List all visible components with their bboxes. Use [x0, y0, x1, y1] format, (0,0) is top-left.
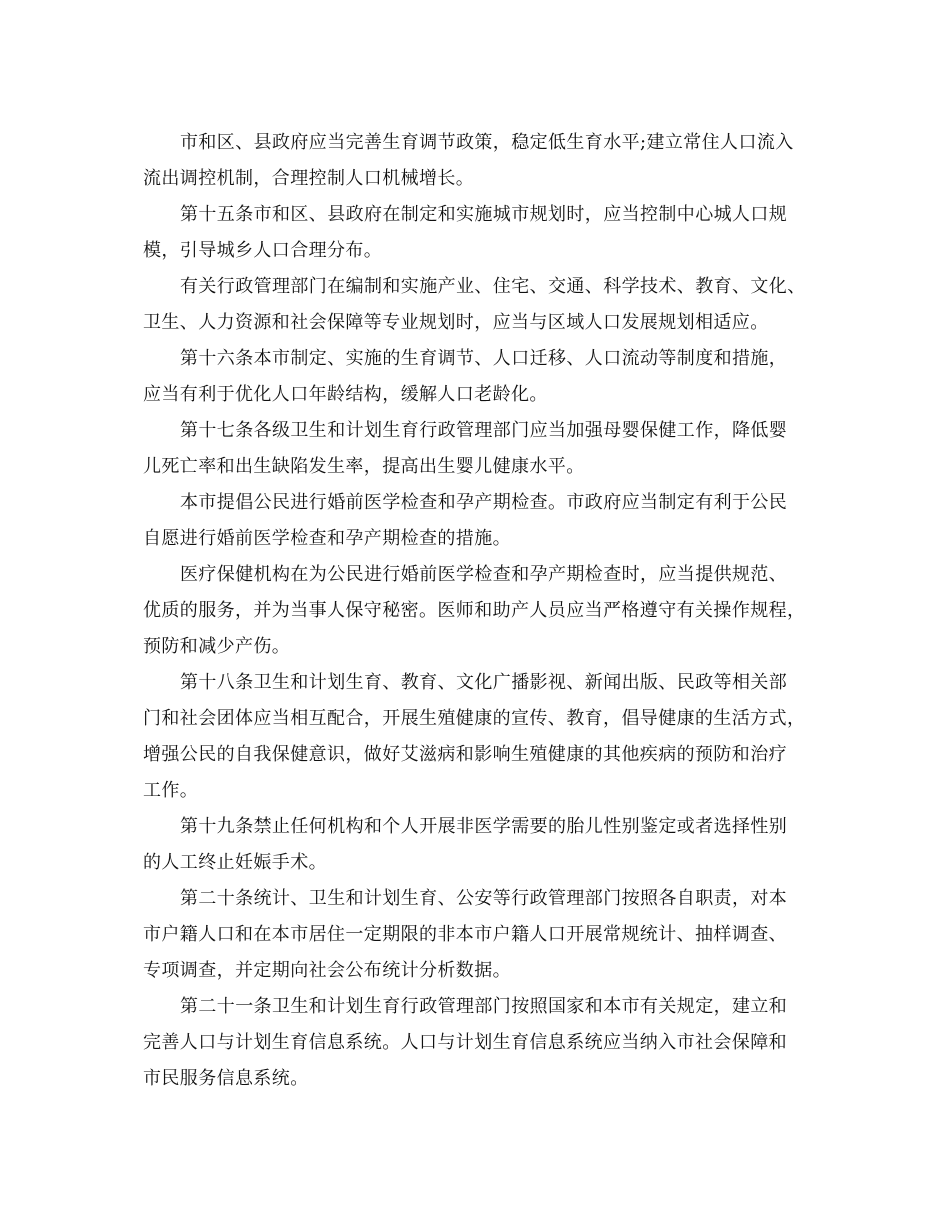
paragraph-1 — [143, 125, 808, 197]
paragraph-11 — [143, 989, 808, 1097]
paragraph-line: 专项调查，并定期向社会公布统计分析数据。 — [143, 960, 511, 981]
paragraph-line: 完善人口与计划生育信息系统。人口与计划生育信息系统应当纳入市社会保障和 — [143, 1032, 787, 1053]
paragraph-line: 有关行政管理部门在编制和实施产业、住宅、交通、科学技术、教育、文化、 — [180, 276, 806, 297]
paragraph-3 — [143, 269, 808, 341]
paragraph-6 — [143, 485, 808, 557]
paragraph-line: 儿死亡率和出生缺陷发生率，提高出生婴儿健康水平。 — [143, 456, 585, 477]
paragraph-10 — [143, 881, 808, 989]
paragraph-line: 第十七条各级卫生和计划生育行政管理部门应当加强母婴保健工作，降低婴 — [180, 420, 788, 441]
paragraph-line: 门和社会团体应当相互配合，开展生殖健康的宣传、教育，倡导健康的生活方式， — [143, 708, 806, 729]
paragraph-line: 市户籍人口和在本市居住一定期限的非本市户籍人口开展常规统计、抽样调查、 — [143, 924, 787, 945]
paragraph-line: 医疗保健机构在为公民进行婚前医学检查和孕产期检查时，应当提供规范、 — [180, 564, 788, 585]
paragraph-line: 增强公民的自我保健意识，做好艾滋病和影响生殖健康的其他疾病的预防和治疗 — [143, 744, 787, 765]
paragraph-line: 第十六条本市制定、实施的生育调节、人口迁移、人口流动等制度和措施， — [180, 348, 788, 369]
paragraph-8 — [143, 665, 808, 809]
paragraph-7 — [143, 557, 808, 665]
paragraph-line: 市民服务信息系统。 — [143, 1068, 309, 1089]
paragraph-5 — [143, 413, 808, 485]
paragraph-line: 本市提倡公民进行婚前医学检查和孕产期检查。市政府应当制定有利于公民 — [180, 492, 788, 513]
paragraph-line: 的人工终止妊娠手术。 — [143, 852, 327, 873]
paragraph-4 — [143, 341, 808, 413]
paragraph-line: 模，引导城乡人口合理分布。 — [143, 240, 383, 261]
paragraph-line: 第二十条统计、卫生和计划生育、公安等行政管理部门按照各自职责，对本 — [180, 888, 788, 909]
paragraph-line: 第十五条市和区、县政府在制定和实施城市规划时，应当控制中心城人口规 — [180, 204, 788, 225]
paragraph-line: 自愿进行婚前医学检查和孕产期检查的措施。 — [143, 528, 511, 549]
paragraph-line: 预防和减少产伤。 — [143, 636, 291, 657]
paragraph-line: 市和区、县政府应当完善生育调节政策，稳定低生育水平;建立常住人口流入 — [180, 132, 794, 153]
paragraph-line: 应当有利于优化人口年龄结构，缓解人口老龄化。 — [143, 384, 548, 405]
paragraph-2 — [143, 197, 808, 269]
paragraph-line: 流出调控机制，合理控制人口机械增长。 — [143, 168, 475, 189]
paragraph-line: 工作。 — [143, 780, 199, 801]
paragraph-line: 优质的服务，并为当事人保守秘密。医师和助产人员应当严格遵守有关操作规程， — [143, 600, 806, 621]
paragraph-9 — [143, 809, 808, 881]
document-body — [143, 125, 808, 1097]
paragraph-line: 卫生、人力资源和社会保障等专业规划时，应当与区域人口发展规划相适应。 — [143, 312, 769, 333]
paragraph-line: 第十九条禁止任何机构和个人开展非医学需要的胎儿性别鉴定或者选择性别 — [180, 816, 788, 837]
paragraph-line: 第十八条卫生和计划生育、教育、文化广播影视、新闻出版、民政等相关部 — [180, 672, 788, 693]
paragraph-line: 第二十一条卫生和计划生育行政管理部门按照国家和本市有关规定，建立和 — [180, 996, 788, 1017]
